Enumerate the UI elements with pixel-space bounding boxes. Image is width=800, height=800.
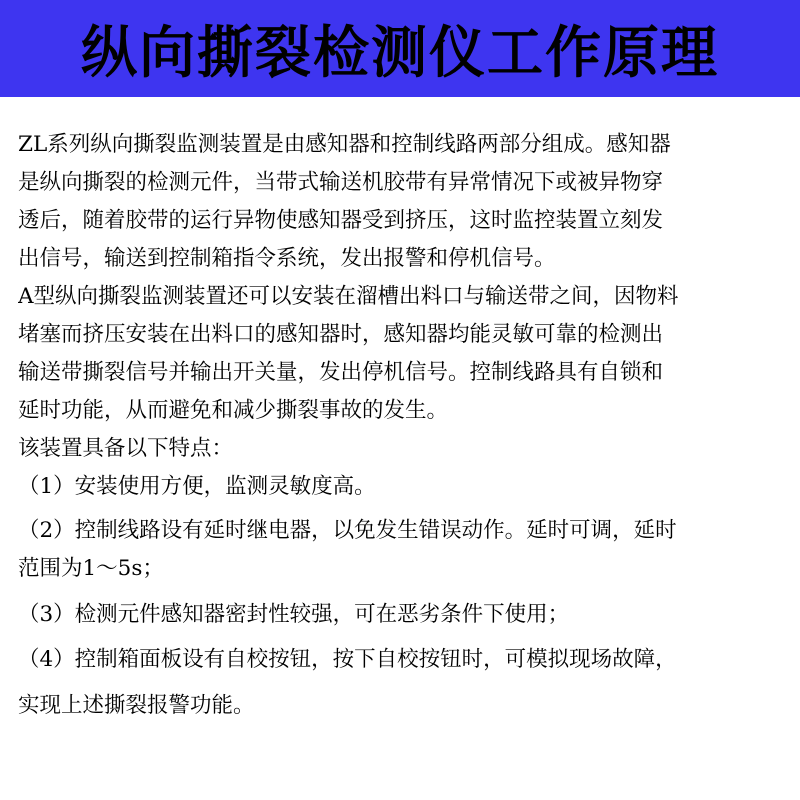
feature-item-4-cont: 实现上述撕裂报警功能。 xyxy=(18,693,255,718)
feature-item-1: （1）安装使用方便，监测灵敏度高。 xyxy=(18,474,376,499)
body-line-6: 堵塞而挤压安装在出料口的感知器时，感知器均能灵敏可靠的检测出 xyxy=(18,322,664,347)
feature-item-3: （3）检测元件感知器密封性较强，可在恶劣条件下使用； xyxy=(18,602,570,627)
feature-item-2: （2）控制线路设有延时继电器，以免发生错误动作。延时可调，延时 xyxy=(18,518,677,543)
title-banner xyxy=(0,0,800,97)
description-body xyxy=(0,97,800,800)
body-line-5: A型纵向撕裂监测装置还可以安装在溜槽出料口与输送带之间，因物料 xyxy=(18,284,679,309)
body-line-7: 输送带撕裂信号并输出开关量，发出停机信号。控制线路具有自锁和 xyxy=(18,360,664,385)
body-line-3: 透后，随着胶带的运行异物使感知器受到挤压，这时监控装置立刻发 xyxy=(18,208,664,233)
body-line-1: ZL系列纵向撕裂监测装置是由感知器和控制线路两部分组成。感知器 xyxy=(18,132,671,157)
body-line-8: 延时功能，从而避免和减少撕裂事故的发生。 xyxy=(18,398,449,423)
page-title: 纵向撕裂检测仪工作原理 xyxy=(81,20,719,86)
feature-item-4: （4）控制箱面板设有自校按钮，按下自校按钮时，可模拟现场故障， xyxy=(18,647,677,672)
features-heading: 该装置具备以下特点： xyxy=(18,436,234,461)
body-line-4: 出信号，输送到控制箱指令系统，发出报警和停机信号。 xyxy=(18,246,556,271)
feature-item-2-cont: 范围为1～5s； xyxy=(18,556,164,581)
body-line-2: 是纵向撕裂的检测元件，当带式输送机胶带有异常情况下或被异物穿 xyxy=(18,170,664,195)
